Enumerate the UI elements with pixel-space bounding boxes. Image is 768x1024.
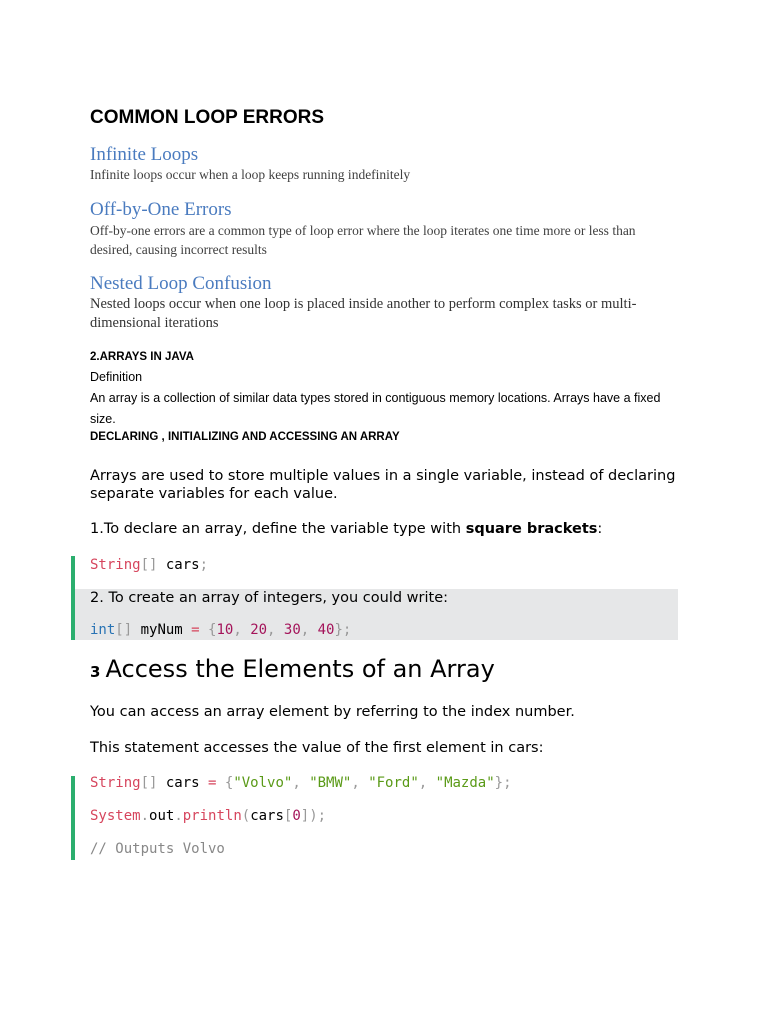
- definition-text: An array is a collection of similar data types stored in contiguous memory locations. Arrays have a fixed size.: [90, 391, 661, 426]
- section-heading-infinite-loops: Infinite Loops: [90, 144, 199, 165]
- page-title: COMMON LOOP ERRORS: [90, 107, 324, 128]
- code-line-int-array: int[] myNum = {10, 20, 30, 40};: [90, 622, 352, 638]
- step2-text: 2. To create an array of integers, you could write:: [90, 590, 449, 606]
- code-block-bar: [71, 589, 75, 640]
- section-heading-nested-loop: Nested Loop Confusion: [90, 273, 272, 294]
- access-paragraph-2: This statement accesses the value of the first element in cars:: [90, 740, 544, 756]
- arrays-intro: Arrays are used to store multiple values in a single variable, instead of declaring separate variables for each value.: [90, 468, 676, 502]
- definition-label: Definition: [90, 370, 143, 384]
- code-line-string-array: String[] cars = {"Volvo", "BMW", "Ford", "Mazda"};: [90, 775, 512, 791]
- step1-text: 1.To declare an array, define the variable type with square brackets:: [90, 521, 603, 537]
- section-heading-off-by-one: Off-by-One Errors: [90, 199, 232, 220]
- access-heading: 3 Access the Elements of an Array: [90, 655, 495, 683]
- code-block-bar: [71, 556, 75, 589]
- code-line-comment: // Outputs Volvo: [90, 841, 225, 857]
- code-block-bar: [71, 776, 75, 860]
- declaring-subheading: DECLARING , INITIALIZING AND ACCESSING AN ARRAY: [90, 431, 400, 443]
- section-text-off-by-one: Off-by-one errors are a common type of loop error where the loop iterates one time more or less than desired, causing incorrect results: [90, 223, 636, 257]
- access-paragraph-1: You can access an array element by referring to the index number.: [90, 704, 575, 720]
- code-line-declare: String[] cars;: [90, 557, 209, 573]
- code-line-println: System.out.println(cars[0]);: [90, 808, 327, 824]
- section-text-infinite-loops: Infinite loops occur when a loop keeps running indefinitely: [90, 167, 411, 182]
- section-text-nested-loop: Nested loops occur when one loop is placed inside another to perform complex tasks or multi-dimensional iterations: [90, 296, 637, 331]
- arrays-heading: 2.ARRAYS IN JAVA: [90, 351, 194, 363]
